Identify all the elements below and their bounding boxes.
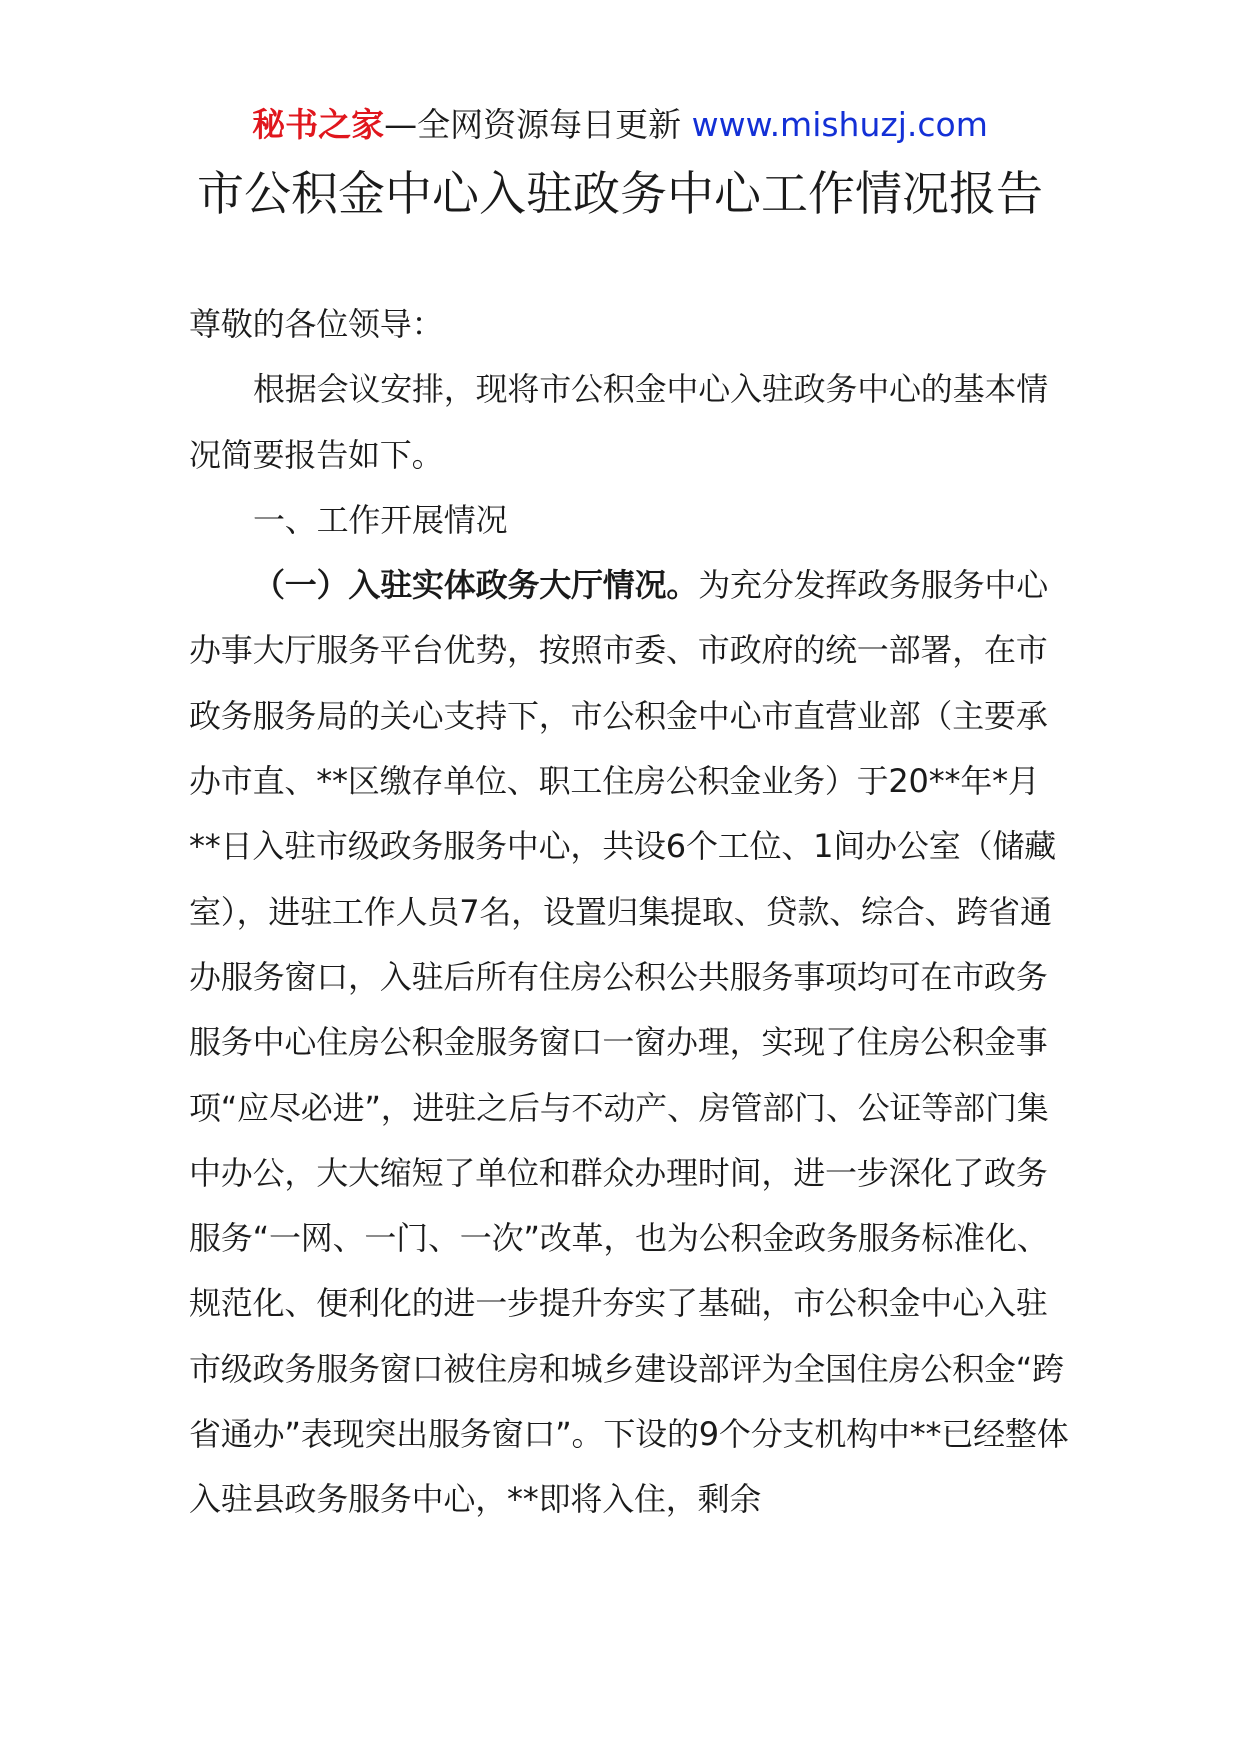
subsection-heading-1: （一）入驻实体政务大厅情况。 (253, 566, 699, 605)
header-tagline: —全网资源每日更新 (384, 105, 692, 144)
salutation: 尊敬的各位领导： (189, 305, 444, 343)
document-body (189, 292, 1069, 1533)
subsection-body-1: 为充分发挥政务服务中心办事大厅服务平台优势，按照市委、市政府的统一部署，在市政务服务局的关心支持下，市公积金中心市直营业部（主要承办市直、**区缴存单位、职工住房公积金业务）于20**年*月**日入驻市级政务服务中心，共设6个工位、1间办公室（储藏室），进驻工作人员7名，设置归集提取、贷款、综合、跨省通办服务窗口，入驻后所有住房公积公共服务事项均可在市政务服务中心住房公积金服务窗口一窗办理，实现了住房公积金事项“应尽必进”，进驻之后与不动产、房管部门、公证等部门集中办公，大大缩短了单位和群众办理时间，进一步深化了政务服务“一网、一门、一次”改革，也为公积金政务服务标准化、规范化、便利化的进一步提升夯实了基础，市公积金中心入驻市级政务服务窗口被住房和城乡建设部评为全国住房公积金“跨省通办”表现突出服务窗口”。下设的9个分支机构中**已经整体入驻县政务服务中心，**即将入住，剩余 (189, 566, 1069, 1519)
section-heading-1: 一、工作开展情况 (253, 500, 508, 539)
document-title: 市公积金中心入驻政务中心工作情况报告 (197, 167, 1043, 222)
subsection-paragraph-1 (189, 553, 1069, 1532)
intro-paragraph: 根据会议安排，现将市公积金中心入驻政务中心的基本情况简要报告如下。 (189, 370, 1049, 474)
brand-name: 秘书之家 (252, 105, 385, 144)
site-url[interactable]: www.mishuzj.com (691, 105, 988, 144)
site-header (0, 100, 1240, 150)
